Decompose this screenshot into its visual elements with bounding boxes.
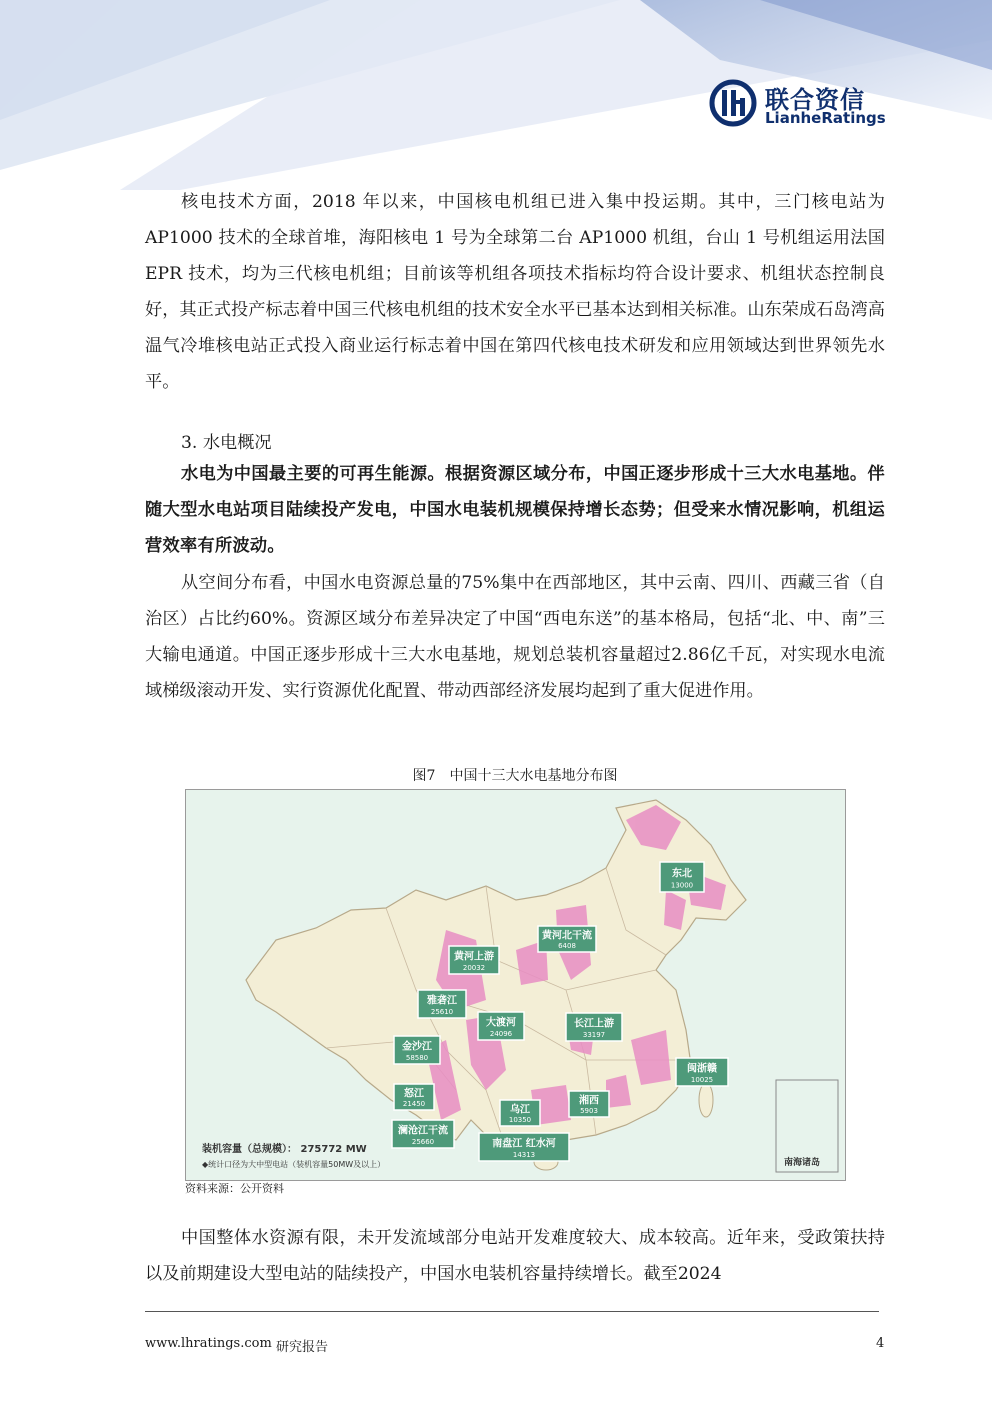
base-name: 大渡河	[486, 1017, 516, 1029]
base-name: 长江上游	[574, 1018, 614, 1030]
company-logo	[708, 78, 888, 130]
base-capacity: 58580	[405, 1053, 429, 1062]
base-label	[394, 1036, 440, 1064]
paragraph-bold-summary: 水电为中国最主要的可再生能源。根据资源区域分布，中国正逐步形成十三大水电基地。伴随大型水电站项目陆续投产发电，中国水电装机规模保持增长态势；但受来水情况影响，机组运营效率有所波动。	[145, 464, 885, 556]
base-capacity: 21450	[402, 1100, 426, 1109]
base-capacity: 25660	[411, 1137, 435, 1146]
base-capacity: 5903	[580, 1107, 598, 1116]
base-capacity: 13000	[670, 881, 694, 890]
legend-note: ◆统计口径为大中型电站（装机容量50MW及以上）	[202, 1160, 386, 1169]
footer-rule	[145, 1311, 879, 1312]
logo-chinese-name: 联合资信	[765, 86, 865, 114]
base-name: 黄河北干流	[542, 930, 592, 942]
base-name: 南盘江 红水河	[492, 1138, 556, 1150]
base-label	[449, 946, 499, 974]
logo-english-name: LianheRatings	[765, 109, 886, 127]
base-capacity: 10350	[508, 1116, 532, 1125]
base-capacity: 25610	[430, 1007, 454, 1016]
figure-source: 资料来源：公开资料	[185, 1182, 284, 1195]
lianhe-logo-mark-icon	[708, 78, 758, 128]
base-label	[500, 1100, 540, 1126]
map-canvas	[186, 790, 845, 1180]
base-label	[479, 1133, 569, 1161]
base-name: 乌江	[510, 1104, 530, 1116]
base-capacity: 10025	[690, 1075, 714, 1084]
footer-url-link[interactable]: www.lhratings.com	[145, 1336, 272, 1351]
taiwan-island	[699, 1083, 713, 1117]
legend-total-capacity: 装机容量（总规模）： 275772 MW	[202, 1144, 367, 1155]
base-name: 澜沧江干流	[398, 1125, 448, 1137]
base-label	[392, 1120, 454, 1148]
base-capacity: 33197	[582, 1030, 606, 1039]
base-label	[394, 1084, 434, 1110]
paragraph-spatial-distribution: 从空间分布看，中国水电资源总量的75%集中在西部地区，其中云南、四川、西藏三省（自治区）占比约60%。资源区域分布差异决定了中国“西电东送”的基本格局，包括“北、中、南”三大输电通道。中国正逐步形成十三大水电基地，规划总装机容量超过2.86亿千瓦，对实现水电流域梯级滚动开发、实行资源优化配置、带动西部经济发展均起到了重大促进作用。	[145, 573, 885, 701]
base-label	[538, 926, 596, 952]
paragraph-capacity-growth: 中国整体水资源有限，未开发流域部分电站开发难度较大、成本较高。近年来，受政策扶持以及前期建设大型电站的陆续投产，中国水电装机容量持续增长。截至2024	[145, 1228, 885, 1284]
base-label	[569, 1091, 609, 1117]
base-label	[566, 1013, 622, 1041]
base-name: 黄河上游	[454, 951, 494, 963]
base-capacity: 14313	[512, 1150, 536, 1159]
base-name: 闽浙赣	[687, 1063, 717, 1075]
base-label	[676, 1058, 728, 1086]
base-name: 湘西	[579, 1095, 599, 1107]
hydropower-base-map	[185, 789, 846, 1181]
paragraph-nuclear-tech: 核电技术方面，2018 年以来，中国核电机组已进入集中投运期。其中，三门核电站为 AP1000 技术的全球首堆，海阳核电 1 号为全球第二台 AP1000 机组，台山 1 号机组运用法国 EPR 技术，均为三代核电机组；目前该等机组各项技术指标均符合设计要求、机组状态控制良好，其正式投产标志着中国三代核电机组的技术安全水平已基本达到相关标准。山东荣成石岛湾高温气冷堆核电站正式投入商业运行标志着中国在第四代核电技术研发和应用领域达到世界领先水平。	[145, 192, 885, 392]
figure-caption: 图7 中国十三大水电基地分布图	[412, 768, 618, 784]
south-sea-inset-label: 南海诸岛	[784, 1158, 821, 1168]
base-name: 雅砻江	[427, 995, 457, 1007]
base-label	[478, 1012, 524, 1040]
base-name: 金沙江	[402, 1041, 432, 1053]
section-heading: 3. 水电概况	[181, 433, 272, 453]
base-label	[418, 990, 466, 1018]
page-number: 4	[876, 1336, 885, 1351]
footer-report-label: 研究报告	[276, 1340, 329, 1355]
base-name: 东北	[672, 868, 692, 880]
base-name: 怒江	[404, 1088, 424, 1100]
base-label	[660, 862, 704, 892]
base-capacity: 6408	[558, 942, 576, 951]
base-capacity: 24096	[489, 1029, 513, 1038]
base-capacity: 20032	[462, 963, 486, 972]
